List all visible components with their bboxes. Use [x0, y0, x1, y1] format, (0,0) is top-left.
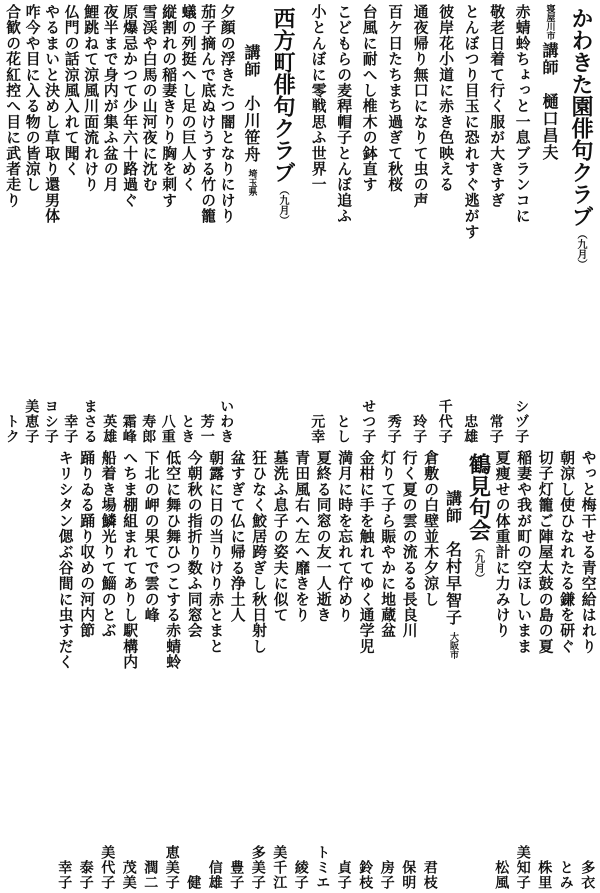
- author-name: せつ子: [360, 399, 377, 444]
- section-kawakita: [300, 4, 596, 444]
- haiku-entry: [217, 4, 237, 444]
- section-title-column: [465, 450, 491, 890]
- haiku-entry: [80, 4, 100, 444]
- author-name: 美恵子: [23, 399, 40, 444]
- haiku-entry: [41, 4, 61, 444]
- haiku-entry: [118, 450, 140, 890]
- haiku-entry: [100, 4, 120, 444]
- haiku-text: 朝露に日の当りけり赤とまと: [207, 450, 225, 655]
- author-name: 松風: [493, 860, 510, 890]
- place-label: 大阪市: [448, 632, 458, 659]
- haiku-text: 下北の岬の果てで雲の峰: [142, 450, 160, 623]
- place-label: 寝屋川市: [544, 4, 555, 40]
- author-name: 幸子: [56, 860, 73, 890]
- haiku-text: こどもらの麦稈帽子とんぼ追ふ: [335, 4, 353, 224]
- haiku-entry: [432, 4, 458, 444]
- haiku-entry: [355, 450, 377, 890]
- haiku-text: 倉敷の白壁並木夕涼し: [422, 450, 440, 607]
- teacher-name: 講師 樋口昌夫: [540, 42, 559, 161]
- haiku-entry: [398, 450, 420, 890]
- haiku-entry: [183, 450, 205, 890]
- haiku-text: 船着き場鱗光りて鯔のとぶ: [99, 450, 117, 639]
- author-name: いわき: [218, 399, 235, 444]
- author-name: 千代子: [436, 399, 453, 444]
- haiku-text: 敬老日着て行く服が大きすぎ: [488, 4, 506, 209]
- haiku-entry: [75, 450, 97, 890]
- haiku-entry: [381, 4, 407, 444]
- haiku-text: 稲妻や我が町の空ほしいまま: [515, 450, 533, 655]
- author-name: 霜峰: [120, 414, 137, 444]
- haiku-entry: [512, 450, 534, 890]
- haiku-text: 満月に時を忘れて佇めり: [336, 450, 354, 623]
- haiku-entry: [269, 450, 291, 890]
- teacher-name: 講師 名村早智子: [443, 490, 463, 626]
- haiku-entry: [305, 4, 331, 444]
- haiku-text: 切子灯籠ご陣屋太鼓の島の夏: [536, 450, 554, 655]
- author-name: 忠雄: [462, 414, 479, 444]
- haiku-text: とんぼつり目玉に恐れすぐ逃がす: [462, 4, 480, 240]
- haiku-text: 踊りゐる踊り収めの河内節: [78, 450, 96, 639]
- author-name: 美千江: [271, 845, 288, 890]
- verse-list: [2, 4, 298, 444]
- author-name: トミエ: [314, 845, 331, 890]
- haiku-text: 盆すぎて仏に帰る浄土人: [228, 450, 246, 623]
- haiku-text: 狂ひなく鮫居跨ぎし秋日射し: [250, 450, 268, 655]
- haiku-entry: [534, 450, 556, 890]
- haiku-entry: [483, 4, 509, 444]
- section-title: かわきた園俳句クラブ: [568, 7, 593, 227]
- haiku-text: 朝涼し使ひなれたる鎌を研ぐ: [558, 450, 576, 655]
- author-name: 豊子: [228, 860, 245, 890]
- haiku-entry: [54, 450, 76, 890]
- author-name: 恵美子: [163, 845, 180, 890]
- haiku-entry: [140, 450, 162, 890]
- author-name: まさる: [81, 399, 98, 444]
- haiku-text: キリシタン偲ぶ谷間に虫すだく: [56, 450, 74, 670]
- author-name: 寿郎: [140, 414, 157, 444]
- haiku-entry: [161, 450, 183, 890]
- haiku-text: 低空に舞ひ舞ひつこする赤蜻蛉: [164, 450, 182, 670]
- author-name: 鈴枝: [357, 860, 374, 890]
- haiku-text: 縦割れの稲妻きりり胸を刺す: [160, 4, 178, 209]
- haiku-entry: [204, 450, 226, 890]
- author-name: トク: [3, 414, 20, 444]
- haiku-entry: [356, 4, 382, 444]
- haiku-text: 金柑に手を触れてゆく通学児: [357, 450, 375, 655]
- haiku-entry: [178, 4, 198, 444]
- haiku-entry: [158, 4, 178, 444]
- haiku-entry: [97, 450, 119, 890]
- teacher-column: [236, 4, 266, 444]
- author-name: 秀子: [385, 414, 402, 444]
- haiku-text: 合歓の花紅控へ目に武者走り: [4, 4, 22, 209]
- haiku-text: 通夜帰り無口になりて虫の声: [411, 4, 429, 209]
- author-name: 綾子: [292, 860, 309, 890]
- haiku-entry: [458, 4, 484, 444]
- author-name: 常子: [487, 414, 504, 444]
- author-name: 元幸: [309, 414, 326, 444]
- haiku-text: 赤蜻蛉ちょっと一息ブランコに: [513, 4, 531, 224]
- haiku-entry: [577, 450, 599, 890]
- haiku-text: 夏痩せの体重計に力みけり: [493, 450, 511, 639]
- author-name: 潤二: [142, 860, 159, 890]
- haiku-text: 夜半まで身内が集ふ盆の月: [101, 4, 119, 193]
- section-title: 西方町俳句クラブ: [270, 7, 295, 183]
- author-name: 幸子: [62, 414, 79, 444]
- haiku-entry: [419, 450, 441, 890]
- month-note: （九月）: [575, 229, 586, 269]
- haiku-text: 台風に耐へし椎木の鉢直す: [360, 4, 378, 193]
- haiku-entry: [509, 4, 535, 444]
- haiku-text: 今朝秋の指折り数ふ同窓会: [185, 450, 203, 639]
- section-title-column: [564, 4, 596, 444]
- section-title: 鶴見句会: [465, 453, 491, 541]
- author-name: 美代子: [99, 845, 116, 890]
- haiku-entry: [119, 4, 139, 444]
- month-note: （九月）: [472, 543, 484, 583]
- author-name: 玲子: [411, 414, 428, 444]
- haiku-entry: [376, 450, 398, 890]
- haiku-entry: [555, 450, 577, 890]
- haiku-text: 鯉跳ねて涼風川面流れけり: [82, 4, 100, 193]
- haiku-entry: [226, 450, 248, 890]
- author-name: 多美子: [249, 845, 266, 890]
- haiku-text: へちま棚組まれてありし駅構内: [121, 450, 139, 670]
- haiku-text: 墓洗ふ息子の姿夫に似て: [271, 450, 289, 623]
- verse-list: [305, 4, 535, 444]
- author-name: 保明: [400, 860, 417, 890]
- haiku-text: 咋今や目に入る物の皆涼し: [23, 4, 41, 193]
- author-name: ヨシ子: [42, 399, 59, 444]
- haiku-entry: [491, 450, 513, 890]
- haiku-text: やっと梅干せる青空給はれり: [579, 450, 597, 655]
- haiku-text: 夏終る同窓の友一人逝き: [314, 450, 332, 623]
- author-name: 茂美: [120, 860, 137, 890]
- haiku-text: 雪渓や白馬の山河夜に沈む: [140, 4, 158, 193]
- author-name: 美知子: [514, 845, 531, 890]
- haiku-text: 茄子摘んで底ぬけうする竹の籠: [199, 4, 217, 224]
- haiku-text: 行く夏の雲の流るる長良川: [400, 450, 418, 639]
- author-name: 君枝: [421, 860, 438, 890]
- haiku-text: 夕顔の浮きたつ闇となりにけり: [218, 4, 236, 224]
- author-name: 芳一: [198, 414, 215, 444]
- section-ota: [2, 450, 598, 890]
- author-name: とし: [334, 414, 351, 444]
- author-name: とみ: [557, 860, 574, 890]
- haiku-entry: [197, 4, 217, 444]
- haiku-entry: [407, 4, 433, 444]
- haiku-entry: [247, 450, 269, 890]
- haiku-text: 小とんぼに零戦思ふ世界一: [309, 4, 327, 193]
- author-name: とき: [179, 414, 196, 444]
- haiku-entry: [330, 4, 356, 444]
- section-saiho: [2, 4, 298, 444]
- haiku-entry: [290, 450, 312, 890]
- place-label: 埼玉県: [246, 169, 257, 196]
- author-name: 信雄: [206, 860, 223, 890]
- haiku-entry: [139, 4, 159, 444]
- haiku-text: 青田風右へ左へ靡きをり: [293, 450, 311, 623]
- haiku-entry: [61, 4, 81, 444]
- section-title-column: [266, 4, 298, 444]
- author-name: シヅ子: [513, 399, 530, 444]
- teacher-column: [534, 4, 564, 444]
- haiku-text: 原爆忌かつて少年六十路過ぐ: [121, 4, 139, 209]
- haiku-text: 蟻の列挺へし足の巨人めく: [179, 4, 197, 193]
- haiku-text: やるまいと決めし草取り還男体: [43, 4, 61, 224]
- author-name: 泰子: [77, 860, 94, 890]
- haiku-entry: [2, 4, 22, 444]
- haiku-entry: [312, 450, 334, 890]
- author-name: 房子: [378, 860, 395, 890]
- author-name: 健: [185, 875, 202, 890]
- haiku-entry: [333, 450, 355, 890]
- author-name: 英雄: [101, 414, 118, 444]
- month-note: （九月）: [277, 185, 288, 225]
- haiku-text: 灯りて子ら賑やかに地蔵盆: [379, 450, 397, 639]
- author-name: 株里: [536, 860, 553, 890]
- teacher-name: 講師 小川笹舟: [242, 44, 261, 163]
- author-name: 多衣: [579, 860, 596, 890]
- haiku-text: 仏門の話涼風入れて聞く: [62, 4, 80, 177]
- haiku-text: 彼岸花小道に赤き色映える: [437, 4, 455, 193]
- haiku-text: 百ケ日たちまち過ぎて秋桜: [386, 4, 404, 193]
- author-name: 貞子: [335, 860, 352, 890]
- haiku-entry: [22, 4, 42, 444]
- author-name: 八重: [159, 414, 176, 444]
- teacher-column: [441, 450, 465, 890]
- lower-verse-grid: [54, 450, 599, 890]
